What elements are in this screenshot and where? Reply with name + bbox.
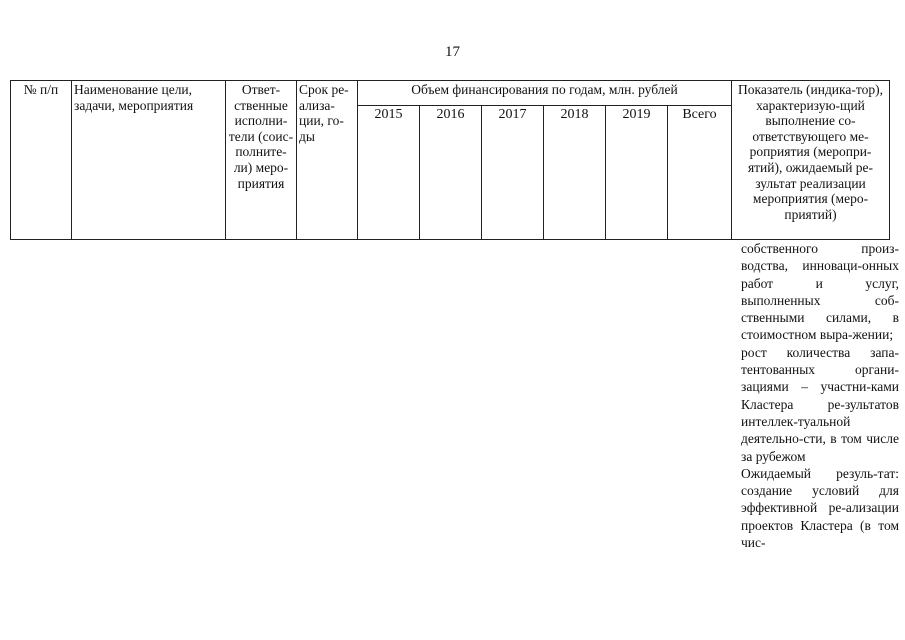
header-term: Срок ре-ализа-ции, го-ды bbox=[297, 81, 358, 240]
header-year-2016: 2016 bbox=[420, 106, 482, 240]
header-executors: Ответ-ственные исполни-тели (соис-полните-ли) меро-приятия bbox=[226, 81, 297, 240]
header-total: Всего bbox=[668, 106, 732, 240]
indicator-paragraph: Ожидаемый резуль-тат: создание условий для эффективной ре-ализации проектов Кластера (в том чис- bbox=[741, 465, 899, 551]
header-year-2017: 2017 bbox=[482, 106, 544, 240]
header-num: № п/п bbox=[11, 81, 72, 240]
header-name: Наименование цели, задачи, мероприятия bbox=[72, 81, 226, 240]
indicator-paragraph: рост количества запа-тентованных органи-зациями – участни-ками Кластера ре-зультатов интеллек-туальной деятельно-сти, в том числе за рубежом bbox=[741, 344, 899, 464]
header-financing: Объем финансирования по годам, млн. рублей bbox=[358, 81, 732, 106]
header-year-2015: 2015 bbox=[358, 106, 420, 240]
header-year-2018: 2018 bbox=[544, 106, 606, 240]
indicator-paragraph: собственного произ-водства, инноваци-онных работ и услуг, выполненных соб-ственными силами, в стоимостном выра-жении; bbox=[741, 241, 899, 343]
header-indicator: Показатель (индика-тор), характеризую-щий выполнение со-ответствующего ме-роприятия (меропри-ятий), ожидаемый ре-зультат реализации мероприятия (меро-приятий) bbox=[732, 81, 890, 240]
header-year-2019: 2019 bbox=[606, 106, 668, 240]
financing-table bbox=[10, 80, 890, 240]
page-number: 17 bbox=[445, 44, 460, 60]
indicator-continuation bbox=[741, 240, 899, 551]
